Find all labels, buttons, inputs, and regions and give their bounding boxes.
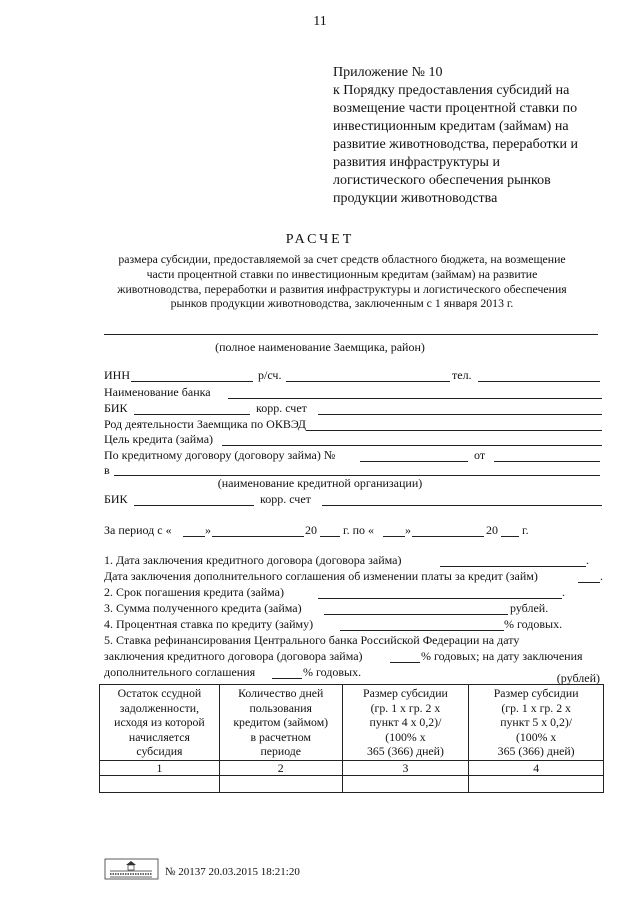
table-cell[interactable]	[219, 775, 342, 792]
column-number: 1	[100, 760, 220, 775]
bank-name-field[interactable]	[228, 398, 602, 399]
credit-purpose-label: Цель кредита (займа)	[104, 432, 214, 446]
header-text: пункт 4 х 0,2)/	[369, 715, 442, 730]
credit-org-caption: (наименование кредитной организации)	[217, 476, 423, 490]
appendix-line: возмещение части процентной ставки по	[333, 101, 578, 116]
footer-registration-code: № 20137 20.03.2015 18:21:20	[165, 866, 300, 878]
contract-label: По кредитному договору (договору займа) №	[104, 448, 336, 462]
item-3-end: рублей.	[510, 601, 549, 615]
item-5-line-1: 5. Ставка рефинансирования Центрального банка Российской Федерации на дату	[104, 633, 520, 647]
appendix-line: продукции животноводства	[333, 191, 498, 206]
account-label: р/сч.	[258, 368, 282, 382]
inn-field[interactable]	[131, 381, 253, 382]
subtitle-line: рынков продукции животноводства, заключенным с 1 января 2013 г.	[170, 296, 514, 311]
header-text: субсидия	[136, 744, 183, 759]
contract-number-field[interactable]	[360, 461, 468, 462]
period-year-to-field[interactable]	[501, 536, 519, 537]
table-header-cell	[342, 685, 469, 761]
item-1-field[interactable]	[440, 566, 586, 567]
header-text: (100% х	[515, 729, 557, 744]
appendix-line: к Порядку предоставления субсидий на	[333, 83, 570, 98]
appendix-line: логистического обеспечения рынков	[333, 173, 551, 188]
item-5-refinance-rate-field[interactable]	[390, 662, 420, 663]
header-text: Размер субсидии	[493, 686, 579, 700]
header-text: в расчетном	[250, 729, 311, 744]
in-label: в	[104, 463, 110, 477]
table-header-cell	[219, 685, 342, 761]
table-number-row	[100, 760, 604, 775]
subtitle-line: части процентной ставки по инвестиционным кредитам (займам) на развитие	[146, 266, 538, 281]
bik-field[interactable]	[134, 414, 250, 415]
page-number: 11	[313, 14, 327, 29]
item-1-label: 1. Дата заключения кредитного договора (договора займа)	[104, 553, 402, 567]
period-prefix: За период с «	[104, 523, 172, 537]
table-row	[100, 775, 604, 792]
header-text: Размер субсидии	[363, 686, 448, 700]
header-text: пункт 5 х 0,2)/	[500, 715, 573, 730]
document-subtitle	[84, 252, 600, 311]
header-text: (гр. 1 х гр. 2 х	[501, 700, 571, 715]
item-1-end: .	[586, 553, 589, 567]
document-stamp-icon	[104, 858, 159, 880]
phone-label: тел.	[452, 368, 472, 382]
header-text: периоде	[260, 744, 301, 759]
header-text: пользования	[249, 700, 312, 715]
table-header-row	[100, 685, 604, 761]
period-quote-1: »	[205, 523, 211, 537]
period-month-from-field[interactable]	[212, 536, 304, 537]
item-5-agreement-rate-field[interactable]	[272, 678, 302, 679]
account-field[interactable]	[286, 381, 450, 382]
corr-account2-label: корр. счет	[260, 492, 311, 506]
header-text: 365 (366) дней)	[366, 744, 444, 759]
inn-label: ИНН	[104, 368, 130, 382]
item-5-line-3a: дополнительного соглашения	[104, 665, 256, 679]
item-3-label: 3. Сумма полученного кредита (займа)	[104, 601, 302, 615]
bik-label: БИК	[104, 401, 128, 415]
header-text: (100% х	[385, 729, 426, 744]
column-number: 4	[469, 760, 604, 775]
contract-date-field[interactable]	[494, 461, 600, 462]
header-text: исходя из которой	[114, 715, 205, 730]
item-5-line-2a: заключения кредитного договора (договора займа)	[104, 649, 363, 663]
corr-account-label: корр. счет	[256, 401, 307, 415]
table-cell[interactable]	[469, 775, 604, 792]
table-cell[interactable]	[342, 775, 469, 792]
item-1b-label: Дата заключения дополнительного соглашения об изменении платы за кредит (займ)	[104, 569, 538, 583]
from-label: от	[474, 448, 486, 462]
header-text: кредитом (займом)	[233, 715, 329, 730]
table-cell[interactable]	[100, 775, 220, 792]
item-4-field[interactable]	[340, 630, 504, 631]
item-2-field[interactable]	[318, 598, 562, 599]
table-header-cell	[100, 685, 220, 761]
header-text: начисляется	[128, 729, 190, 744]
period-quote-2: »	[405, 523, 411, 537]
appendix-line: Приложение № 10	[333, 65, 443, 80]
borrower-name-field[interactable]	[104, 334, 598, 335]
header-text: задолженности,	[119, 700, 200, 715]
okved-label: Род деятельности Заемщика по ОКВЭД	[104, 417, 306, 431]
corr-account2-field[interactable]	[322, 505, 602, 506]
appendix-line: инвестиционным кредитам (займам) на	[333, 119, 569, 134]
document-title: РАСЧЕТ	[285, 232, 355, 247]
table-unit: (рублей)	[556, 671, 600, 685]
item-5-line-2b: % годовых; на дату заключения	[421, 649, 583, 663]
credit-purpose-field[interactable]	[222, 445, 602, 446]
bank-name-label: Наименование банка	[104, 385, 211, 399]
header-text: Остаток ссудной	[117, 686, 202, 700]
period-year-from-field[interactable]	[320, 536, 340, 537]
subtitle-line: размера субсидии, предоставляемой за счет средств областного бюджета, на возмещение	[118, 252, 566, 266]
okved-field[interactable]	[306, 430, 602, 431]
item-5-line-3b: % годовых.	[303, 665, 362, 679]
appendix-line: развитие животноводства, переработки и	[333, 137, 578, 152]
period-day-from-field[interactable]	[183, 536, 205, 537]
column-number: 2	[219, 760, 342, 775]
subsidy-table	[99, 684, 604, 793]
item-4-label: 4. Процентная ставка по кредиту (займу)	[104, 617, 314, 631]
appendix-header	[333, 64, 623, 208]
corr-account-field[interactable]	[318, 414, 602, 415]
header-text: Количество дней	[238, 686, 324, 700]
item-1b-field[interactable]	[578, 582, 600, 583]
subtitle-line: животноводства, переработки и развития инфраструктуры и логистического обеспечения	[117, 281, 567, 296]
period-year-prefix-a: 20	[305, 523, 317, 537]
borrower-caption: (полное наименование Заемщика, район)	[215, 340, 425, 354]
appendix-line: развития инфраструктуры и	[333, 155, 500, 170]
item-2-end: .	[562, 585, 565, 599]
period-end: г.	[522, 523, 529, 537]
period-month-to-field[interactable]	[412, 536, 484, 537]
phone-field[interactable]	[478, 381, 600, 382]
item-3-field[interactable]	[324, 614, 508, 615]
bik2-label: БИК	[104, 492, 128, 506]
header-text: 365 (366) дней)	[497, 744, 575, 759]
item-1b-end: .	[600, 569, 603, 583]
item-4-end: % годовых.	[504, 617, 563, 631]
period-day-to-field[interactable]	[383, 536, 405, 537]
table-header-cell	[469, 685, 604, 761]
column-number: 3	[342, 760, 469, 775]
item-2-label: 2. Срок погашения кредита (займа)	[104, 585, 284, 599]
period-mid: г. по «	[343, 523, 374, 537]
bik2-field[interactable]	[134, 505, 254, 506]
header-text: (гр. 1 х гр. 2 х	[370, 700, 441, 715]
period-year-prefix-b: 20	[486, 523, 498, 537]
